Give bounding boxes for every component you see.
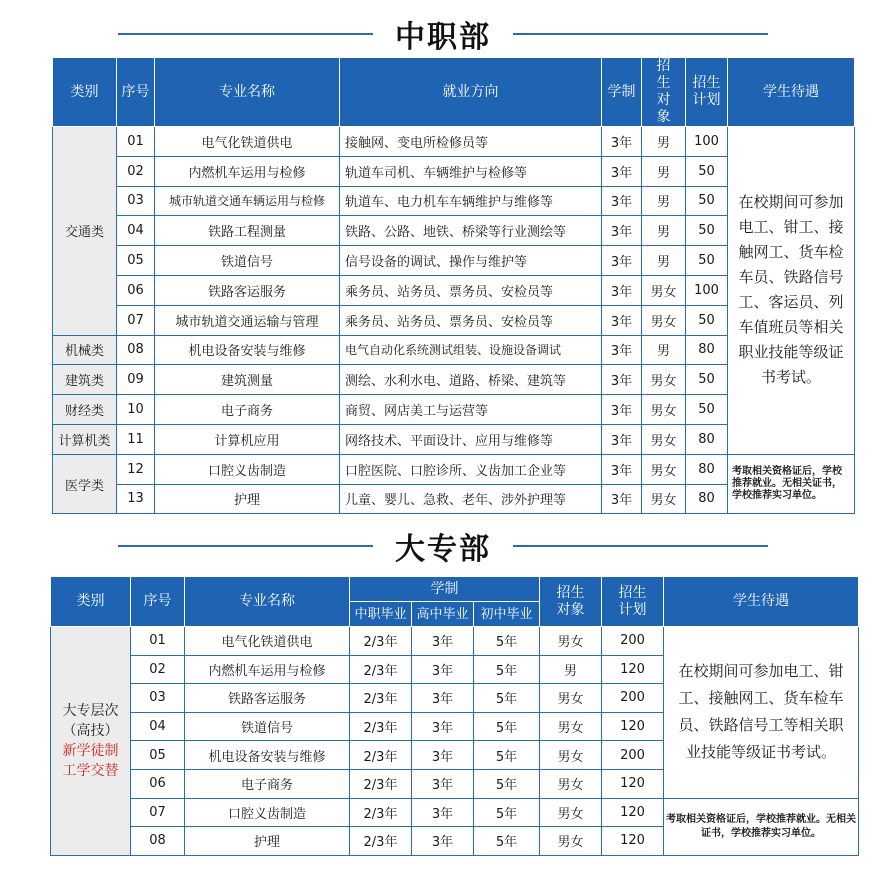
benefit-text: 在校期间可参加电工、钳工、接触网工、货车检车员、铁路信号工等相关职业技能等级证书考试。 <box>664 627 859 799</box>
row-quota: 100 <box>686 275 728 305</box>
row-high: 3年 <box>412 769 474 798</box>
row-target: 男女 <box>642 454 686 484</box>
row-target: 男女 <box>540 741 602 770</box>
title-rule-right <box>513 545 768 547</box>
row-quota: 50 <box>686 216 728 246</box>
header-major: 专业名称 <box>155 58 340 127</box>
row-quota: 80 <box>686 335 728 365</box>
row-quota: 120 <box>602 827 664 856</box>
row-quota: 80 <box>686 454 728 484</box>
category-construction: 建筑类 <box>53 365 117 395</box>
row-no: 10 <box>117 395 155 425</box>
header-years: 学制 <box>350 577 540 602</box>
row-direction: 网络技术、平面设计、应用与维修等 <box>340 424 602 454</box>
benefit-text: 在校期间可参加电工、钳工、接触网工、货车检车员、铁路信号工、客运员、列车值班员等相关职业技能等级证书考试。 <box>728 127 855 455</box>
row-target: 男 <box>642 335 686 365</box>
row-years: 3年 <box>602 246 642 276</box>
row-quota: 50 <box>686 246 728 276</box>
note-text: 考取相关资格证后，学校推荐就业。无相关证书，学校推荐实习单位。 <box>664 798 859 855</box>
row-no: 03 <box>131 684 185 713</box>
college-majors-table <box>50 576 859 856</box>
row-years: 3年 <box>602 216 642 246</box>
header-years: 学制 <box>602 58 642 127</box>
row-years: 3年 <box>602 156 642 186</box>
row-target: 男女 <box>642 484 686 514</box>
row-major: 口腔义齿制造 <box>185 798 350 827</box>
row-major: 电子商务 <box>185 769 350 798</box>
row-quota: 120 <box>602 798 664 827</box>
row-target: 男 <box>642 156 686 186</box>
section-title-text: 中职部 <box>395 20 491 55</box>
row-major: 计算机应用 <box>155 424 340 454</box>
row-target: 男 <box>642 186 686 216</box>
row-no: 09 <box>117 365 155 395</box>
row-quota: 100 <box>686 127 728 157</box>
row-no: 08 <box>131 827 185 856</box>
category-medical: 医学类 <box>53 454 117 514</box>
row-target: 男女 <box>540 712 602 741</box>
row-years: 3年 <box>602 454 642 484</box>
row-junior: 5年 <box>474 769 540 798</box>
row-junior: 5年 <box>474 684 540 713</box>
row-no: 05 <box>131 741 185 770</box>
row-high: 3年 <box>412 627 474 656</box>
category-finance: 财经类 <box>53 395 117 425</box>
header-from-vocational: 中职毕业 <box>350 602 412 627</box>
header-target: 招生对象 <box>540 577 602 627</box>
row-vocational: 2/3年 <box>350 769 412 798</box>
row-no: 05 <box>117 246 155 276</box>
row-direction: 口腔医院、口腔诊所、义齿加工企业等 <box>340 454 602 484</box>
table-header-row <box>53 58 855 127</box>
row-major: 机电设备安装与维修 <box>185 741 350 770</box>
header-benefit: 学生待遇 <box>728 58 855 127</box>
row-no: 13 <box>117 484 155 514</box>
row-target: 男 <box>642 246 686 276</box>
row-quota: 200 <box>602 741 664 770</box>
row-no: 07 <box>117 305 155 335</box>
row-no: 02 <box>117 156 155 186</box>
row-vocational: 2/3年 <box>350 627 412 656</box>
row-no: 01 <box>131 627 185 656</box>
header-from-high: 高中毕业 <box>412 602 474 627</box>
row-direction: 电气自动化系统测试组装、设施设备调试 <box>340 335 602 365</box>
row-quota: 50 <box>686 395 728 425</box>
row-major: 铁道信号 <box>155 246 340 276</box>
row-years: 3年 <box>602 335 642 365</box>
row-high: 3年 <box>412 655 474 684</box>
row-vocational: 2/3年 <box>350 712 412 741</box>
row-years: 3年 <box>602 186 642 216</box>
header-major: 专业名称 <box>185 577 350 627</box>
category-line-4: 工学交替 <box>62 762 119 779</box>
table-row <box>53 127 855 157</box>
row-major: 建筑测量 <box>155 365 340 395</box>
row-no: 06 <box>131 769 185 798</box>
row-target: 男女 <box>642 424 686 454</box>
row-years: 3年 <box>602 424 642 454</box>
section-title-vocational <box>0 12 886 56</box>
row-no: 04 <box>117 216 155 246</box>
row-quota: 80 <box>686 484 728 514</box>
row-quota: 50 <box>686 156 728 186</box>
row-major: 护理 <box>155 484 340 514</box>
row-target: 男女 <box>540 684 602 713</box>
row-target: 男女 <box>642 305 686 335</box>
row-years: 3年 <box>602 305 642 335</box>
row-direction: 轨道车、电力机车车辆维护与维修等 <box>340 186 602 216</box>
row-target: 男女 <box>642 275 686 305</box>
row-direction: 铁路、公路、地铁、桥梁等行业测绘等 <box>340 216 602 246</box>
row-no: 06 <box>117 275 155 305</box>
row-target: 男 <box>642 216 686 246</box>
category-machinery: 机械类 <box>53 335 117 365</box>
table-row <box>53 454 855 484</box>
row-no: 01 <box>117 127 155 157</box>
section-title-text: 大专部 <box>395 532 491 567</box>
row-major: 铁路客运服务 <box>155 275 340 305</box>
row-major: 铁道信号 <box>185 712 350 741</box>
row-quota: 50 <box>686 305 728 335</box>
row-quota: 120 <box>602 769 664 798</box>
header-quota: 招生计划 <box>602 577 664 627</box>
header-category: 类别 <box>53 58 117 127</box>
row-no: 02 <box>131 655 185 684</box>
header-target: 招生对象 <box>642 58 686 127</box>
row-years: 3年 <box>602 365 642 395</box>
table-header-row <box>51 577 859 602</box>
row-quota: 50 <box>686 186 728 216</box>
row-direction: 乘务员、站务员、票务员、安检员等 <box>340 305 602 335</box>
row-no: 03 <box>117 186 155 216</box>
row-major: 电子商务 <box>155 395 340 425</box>
row-junior: 5年 <box>474 627 540 656</box>
row-direction: 儿童、婴儿、急救、老年、涉外护理等 <box>340 484 602 514</box>
row-no: 12 <box>117 454 155 484</box>
row-direction: 接触网、变电所检修员等 <box>340 127 602 157</box>
row-no: 08 <box>117 335 155 365</box>
row-junior: 5年 <box>474 655 540 684</box>
header-benefit: 学生待遇 <box>664 577 859 627</box>
row-junior: 5年 <box>474 827 540 856</box>
category-line-2: （高技） <box>62 722 119 739</box>
row-quota: 50 <box>686 365 728 395</box>
header-no: 序号 <box>117 58 155 127</box>
row-high: 3年 <box>412 684 474 713</box>
row-junior: 5年 <box>474 741 540 770</box>
row-major: 电气化铁道供电 <box>155 127 340 157</box>
row-direction: 测绘、水利水电、道路、桥梁、建筑等 <box>340 365 602 395</box>
row-major: 内燃机车运用与检修 <box>185 655 350 684</box>
note-text: 考取相关资格证后，学校推荐就业。无相关证书，学校推荐实习单位。 <box>728 454 855 514</box>
section-title-college <box>0 524 886 568</box>
row-target: 男女 <box>540 627 602 656</box>
row-major: 城市轨道交通运输与管理 <box>155 305 340 335</box>
row-vocational: 2/3年 <box>350 827 412 856</box>
row-quota: 200 <box>602 684 664 713</box>
category-line-1: 大专层次 <box>62 702 119 719</box>
row-junior: 5年 <box>474 798 540 827</box>
row-target: 男女 <box>540 827 602 856</box>
row-no: 04 <box>131 712 185 741</box>
row-quota: 200 <box>602 627 664 656</box>
header-direction: 就业方向 <box>340 58 602 127</box>
row-major: 电气化铁道供电 <box>185 627 350 656</box>
row-vocational: 2/3年 <box>350 684 412 713</box>
category-computer: 计算机类 <box>53 424 117 454</box>
row-direction: 信号设备的调试、操作与维护等 <box>340 246 602 276</box>
title-rule-left <box>118 545 373 547</box>
row-target: 男 <box>540 655 602 684</box>
title-rule-left <box>118 33 373 35</box>
row-target: 男女 <box>642 365 686 395</box>
category-line-3: 新学徒制 <box>62 742 119 759</box>
row-vocational: 2/3年 <box>350 741 412 770</box>
category-college <box>51 627 131 856</box>
row-target: 男女 <box>540 798 602 827</box>
row-quota: 80 <box>686 424 728 454</box>
row-quota: 120 <box>602 712 664 741</box>
row-high: 3年 <box>412 741 474 770</box>
row-years: 3年 <box>602 275 642 305</box>
row-major: 内燃机车运用与检修 <box>155 156 340 186</box>
row-direction: 轨道车司机、车辆维护与检修等 <box>340 156 602 186</box>
title-rule-right <box>513 33 768 35</box>
row-years: 3年 <box>602 484 642 514</box>
row-target: 男女 <box>642 395 686 425</box>
row-vocational: 2/3年 <box>350 798 412 827</box>
header-no: 序号 <box>131 577 185 627</box>
header-quota: 招生计划 <box>686 58 728 127</box>
vocational-majors-table <box>52 57 855 514</box>
category-transport: 交通类 <box>53 127 117 336</box>
row-direction: 商贸、网店美工与运营等 <box>340 395 602 425</box>
row-high: 3年 <box>412 712 474 741</box>
header-category: 类别 <box>51 577 131 627</box>
table-row <box>51 627 859 656</box>
row-junior: 5年 <box>474 712 540 741</box>
row-major: 城市轨道交通车辆运用与检修 <box>155 186 340 216</box>
row-vocational: 2/3年 <box>350 655 412 684</box>
header-from-junior: 初中毕业 <box>474 602 540 627</box>
row-target: 男 <box>642 127 686 157</box>
row-major: 护理 <box>185 827 350 856</box>
row-years: 3年 <box>602 127 642 157</box>
row-quota: 120 <box>602 655 664 684</box>
row-no: 11 <box>117 424 155 454</box>
row-high: 3年 <box>412 827 474 856</box>
row-no: 07 <box>131 798 185 827</box>
table-row <box>51 798 859 827</box>
row-major: 口腔义齿制造 <box>155 454 340 484</box>
row-high: 3年 <box>412 798 474 827</box>
row-direction: 乘务员、站务员、票务员、安检员等 <box>340 275 602 305</box>
row-target: 男女 <box>540 769 602 798</box>
row-major: 机电设备安装与维修 <box>155 335 340 365</box>
row-years: 3年 <box>602 395 642 425</box>
row-major: 铁路工程测量 <box>155 216 340 246</box>
row-major: 铁路客运服务 <box>185 684 350 713</box>
